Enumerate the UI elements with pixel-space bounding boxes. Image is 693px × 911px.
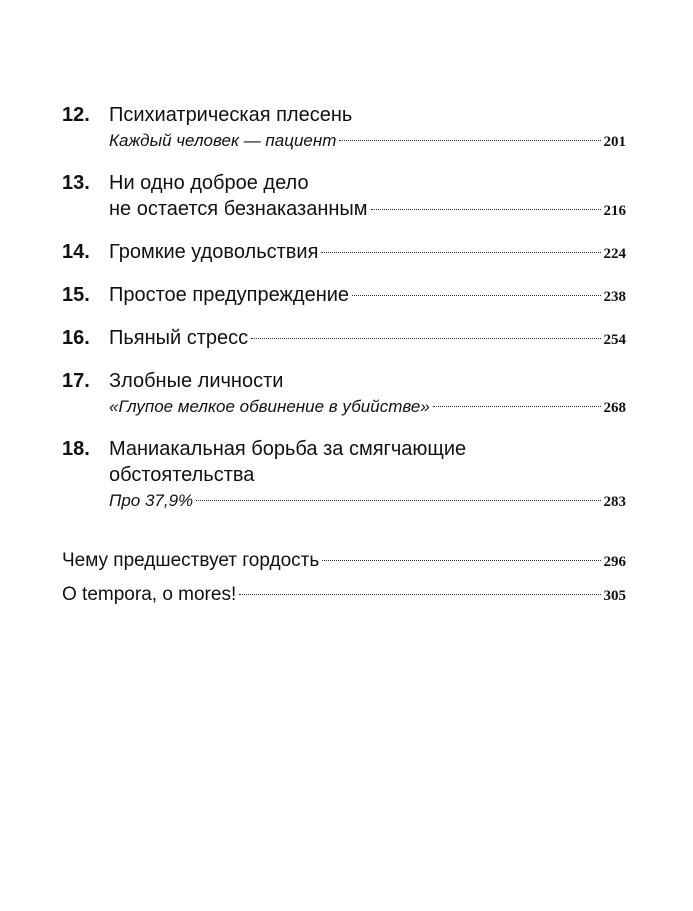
page-number: 224 — [603, 246, 626, 262]
dot-leader — [251, 338, 600, 339]
chapter-title: Простое предупреждение — [109, 284, 350, 306]
toc-chapter-18[interactable] — [62, 436, 626, 514]
toc-chapter-12[interactable] — [62, 102, 626, 154]
dot-leader — [339, 140, 600, 141]
chapter-subtitle: Про 37,9% — [109, 491, 194, 510]
page-number: 305 — [603, 588, 626, 604]
chapter-title: Психиатрическая плесень — [109, 104, 353, 126]
page-number: 296 — [603, 554, 626, 570]
chapter-number: 16. — [62, 327, 90, 349]
chapter-title-continued: не остается безнаказанным — [109, 198, 368, 220]
chapter-number: 18. — [62, 438, 90, 460]
toc-chapter-15[interactable] — [62, 282, 626, 308]
page-number: 268 — [603, 400, 626, 416]
page-number: 283 — [603, 494, 626, 510]
toc-chapter-13[interactable] — [62, 170, 626, 222]
dot-leader — [239, 594, 600, 595]
chapter-subtitle: Каждый человек — пациент — [109, 131, 337, 150]
toc-section-tempora[interactable] — [62, 582, 626, 608]
chapter-number: 15. — [62, 284, 90, 306]
section-title: O tempora, o mores! — [62, 584, 237, 605]
toc-chapter-14[interactable] — [62, 239, 626, 265]
table-of-contents — [62, 102, 626, 608]
chapter-number: 13. — [62, 172, 90, 194]
dot-leader — [322, 560, 600, 561]
page-number: 238 — [603, 289, 626, 305]
section-title: Чему предшествует гордость — [62, 550, 320, 571]
dot-leader — [433, 406, 601, 407]
chapter-title: Маниакальная борьба за смягчающие — [109, 438, 467, 460]
chapter-number: 12. — [62, 104, 90, 126]
page-number: 216 — [603, 203, 626, 219]
dot-leader — [196, 500, 600, 501]
chapter-title: Злобные личности — [109, 370, 284, 392]
toc-chapter-16[interactable] — [62, 325, 626, 351]
chapter-title-continued: обстоятельства — [109, 464, 255, 486]
chapter-title: Ни одно доброе дело — [109, 172, 309, 194]
page-number: 254 — [603, 332, 626, 348]
page-number: 201 — [603, 134, 626, 150]
chapter-subtitle: «Глупое мелкое обвинение в убийстве» — [109, 397, 430, 416]
dot-leader — [321, 252, 600, 253]
dot-leader — [371, 209, 601, 210]
chapter-number: 14. — [62, 241, 90, 263]
dot-leader — [352, 295, 600, 296]
toc-section-pride[interactable] — [62, 548, 626, 574]
chapter-number: 17. — [62, 370, 90, 392]
chapter-title: Пьяный стресс — [109, 327, 249, 349]
chapter-title: Громкие удовольствия — [109, 241, 319, 263]
toc-chapter-17[interactable] — [62, 368, 626, 420]
